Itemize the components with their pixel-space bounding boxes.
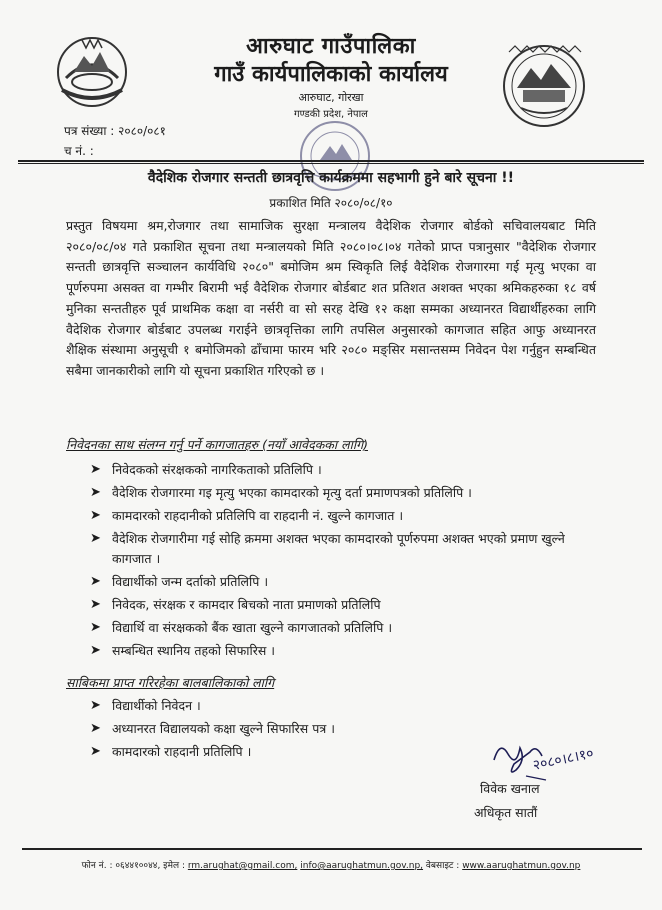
footer-email-2[interactable]: info@aarughatmun.gov.np, <box>300 861 424 871</box>
arrow-bullet-icon: ➤ <box>90 508 101 523</box>
footer-phone: फोन नं. : ०६४४१००४४, इमेल : <box>81 861 185 871</box>
list-item: ➤ वैदेशिक रोजगारीमा गई सोहि क्रममा अशक्त भएका कामदारको पूर्णरुपमा अशक्त भएको प्रमाण खुल्ने कागजात । <box>90 531 565 566</box>
header-divider-thin <box>18 163 644 164</box>
signatory-designation: अधिकृत सातौं <box>474 805 538 820</box>
arrow-bullet-icon: ➤ <box>90 643 101 658</box>
arrow-bullet-icon: ➤ <box>90 531 101 546</box>
signatory-name: विवेक खनाल <box>480 781 540 796</box>
notice-subject: वैदेशिक रोजगार सन्तती छात्रवृत्ति कार्यक्रममा सहभागी हुने बारे सूचना !! <box>147 170 515 186</box>
footer-website-label: वेबसाइट : <box>425 861 460 871</box>
list-item: ➤ कामदारको राहदानीको प्रतिलिपि वा राहदानी नं. खुल्ने कागजात । <box>86 506 586 526</box>
footer-email-1[interactable]: rm.arughat@gmail.com, <box>187 861 298 871</box>
arrow-bullet-icon: ➤ <box>90 698 101 713</box>
arrow-bullet-icon: ➤ <box>90 744 101 759</box>
published-date: प्रकाशित मिति २०८०/०८/१० <box>269 196 393 210</box>
section-heading-new-applicants: निवेदनका साथ संलग्न गर्नु पर्ने कागजातहरु (नयाँ आवेदकका लागि) <box>66 437 368 452</box>
arrow-bullet-icon: ➤ <box>90 597 101 612</box>
section-heading-existing-recipients: साबिकमा प्राप्त गरिरहेका बालबालिकाको लागि <box>66 675 275 690</box>
office-subtitle: गाउँ कार्यपालिकाको कार्यालय <box>214 62 448 87</box>
list-item: ➤ अध्यानरत विद्यालयको कक्षा खुल्ने सिफारिस पत्र । <box>86 719 586 739</box>
list-item: ➤ निवेदकको संरक्षकको नागरिकताको प्रतिलिपि । <box>86 460 586 480</box>
list-item: ➤ सम्बन्धित स्थानिय तहको सिफारिस । <box>86 641 586 661</box>
arrow-bullet-icon: ➤ <box>90 574 101 589</box>
arrow-bullet-icon: ➤ <box>90 462 101 477</box>
address-line-1: आरुघाट, गोरखा <box>298 91 364 104</box>
header-divider <box>18 160 644 162</box>
reference-number: पत्र संख्या : २०८०/०८१ <box>64 124 166 138</box>
address-line-2: गण्डकी प्रदेश, नेपाल <box>294 109 368 120</box>
list-item: ➤ वैदेशिक रोजगारमा गइ मृत्यु भएका कामदारको मृत्यु दर्ता प्रमाणपत्रको प्रतिलिपि । <box>86 483 586 503</box>
footer-divider <box>22 848 642 850</box>
arrow-bullet-icon: ➤ <box>90 721 101 736</box>
footer-website[interactable]: www.aarughatmun.gov.np <box>462 861 581 871</box>
arrow-bullet-icon: ➤ <box>90 620 101 635</box>
footer-contact <box>0 858 662 871</box>
list-item: ➤ विद्यार्थि वा संरक्षकको बैंक खाता खुल्ने कागजातको प्रतिलिपि । <box>86 618 586 638</box>
list-item: ➤ विद्यार्थीको निवेदन । <box>86 696 586 716</box>
office-name: आरुघाट गाउँपालिका <box>246 34 416 59</box>
dispatch-number: च नं. : <box>64 144 94 158</box>
notice-body: प्रस्तुत विषयमा श्रम,रोजगार तथा सामाजिक सुरक्षा मन्त्रालय वैदेशिक रोजगार बोर्डको सचिवालयबाट मिति २०८०/०८/०४ गते प्रकाशित सूचना तथा मन्त्रालयको मिति २०८०।०८।०४ गतेको प्राप्त पत्रानुसार "वैदेशिक रोजगार सन्तती छात्रवृत्ति सञ्चालन कार्यविधि २०८०" बमोजिम श्रम स्विकृति लिई वैदेशिक रोजगारमा गई मृत्यु भएका वा पूर्णरुपमा असक्त वा गम्भीर बिरामी भई वैदेशिक रोजगार बोर्डबाट शत प्रतिशत अशक्त भएका श्रमिकहरुका १८ वर्ष मुनिका सन्ततीहरु पूर्व प्राथमिक कक्षा वा नर्सरी वा सो सरह देखि १२ कक्षा सम्मका अध्यानरत विद्यार्थीहरुका लागि वैदेशिक रोजगार बोर्डबाट उपलब्ध गराईने छात्रवृत्तिका लागि तपसिल अनुसारको कागजात सहित आफु अध्यानरत शैक्षिक संस्थामा अनुसूची १ बमोजिमको ढाँचामा फारम भरि २०८० मङ्सिर मसान्तसम्म निवेदन पेश गर्नुहुन सम्बन्धित सबैमा जानकारीको लागि यो सूचना प्रकाशित गरिएको छ । <box>66 218 596 378</box>
svg-text:२०८०।८।१०: २०८०।८।१० <box>531 745 596 774</box>
list-item: ➤ कामदारको राहदानी प्रतिलिपि । <box>86 742 586 762</box>
arrow-bullet-icon: ➤ <box>90 485 101 500</box>
list-item: ➤ विद्यार्थीको जन्म दर्ताको प्रतिलिपि । <box>86 572 586 592</box>
documents-list-new <box>86 460 586 664</box>
list-item: ➤ निवेदक, संरक्षक र कामदार बिचको नाता प्रमाणको प्रतिलिपि <box>86 595 586 615</box>
